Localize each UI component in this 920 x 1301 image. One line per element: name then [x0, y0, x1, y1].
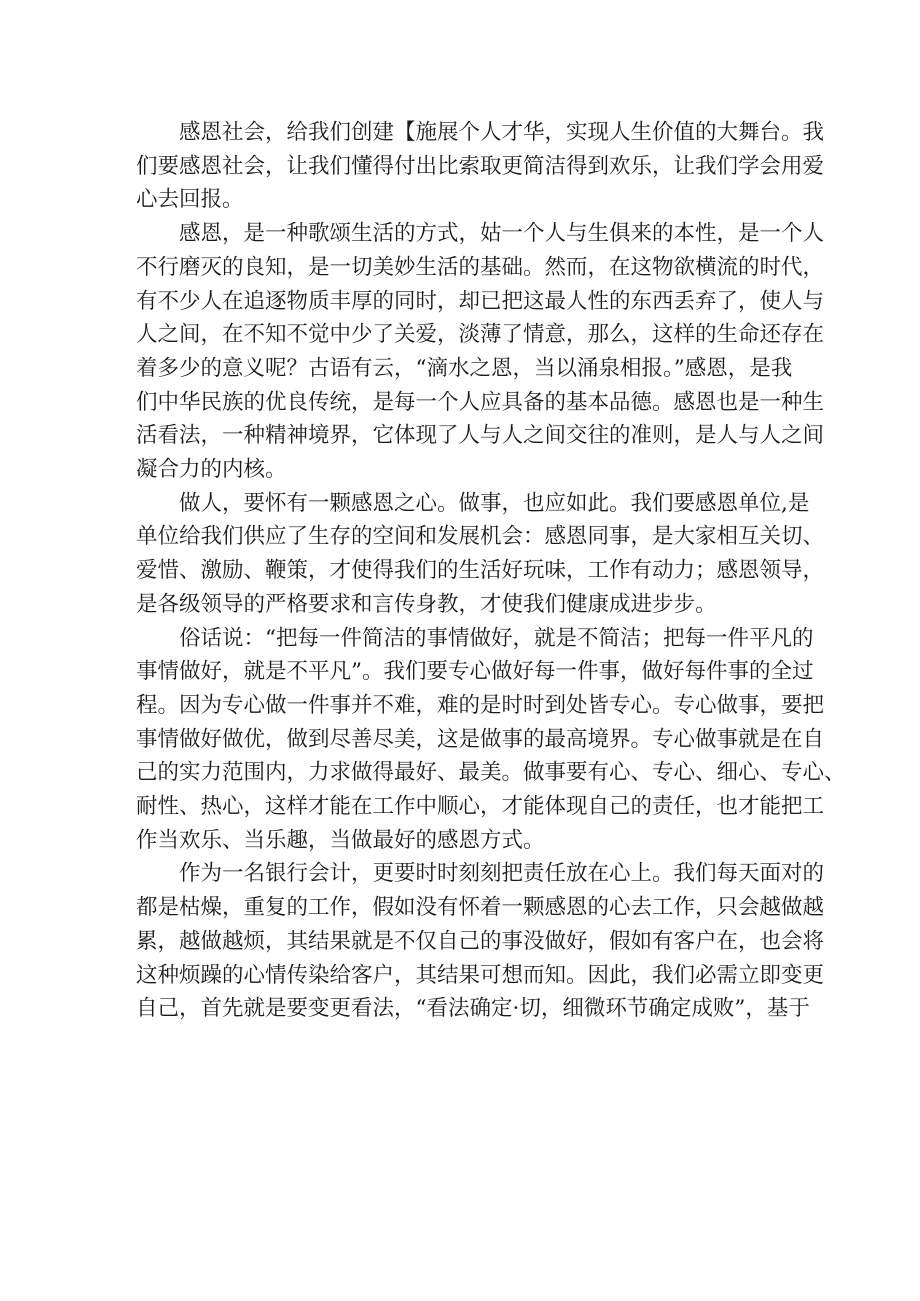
text-line: 事情做好做优，做到尽善尽美，这是做事的最高境界。专心做事就是在自: [136, 726, 825, 752]
text-line: 感恩社会，给我们创建【施展个人才华，实现人生价值的大舞台。我: [179, 120, 825, 145]
text-line: 累，越做越烦，其结果就是不仅自己的事没做好，假如有客户在，也会将: [136, 928, 825, 954]
text-line: 都是枯燥，重复的工作，假如没有怀着一颗感恩的心去工作，只会越做越: [136, 895, 825, 921]
text-line: 作为一名银行会计，更要时时刻刻把责任放在心上。我们每天面对的: [179, 861, 825, 887]
text-line: 这种烦躁的心情传染给客户，其结果可想而知。因此，我们必需立即变更: [136, 962, 825, 988]
paragraph: [136, 622, 846, 858]
paragraph: [136, 487, 825, 622]
text-line: 有不少人在追逐物质丰厚的同时，却已把这最人性的东西丢弃了，使人与: [136, 288, 825, 314]
paragraph: [136, 857, 825, 1026]
text-line: 凝合力的内核。: [136, 457, 287, 483]
text-line: 是各级领导的严格要求和言传身教，才使我们健康成进步步。: [136, 591, 717, 617]
text-line: 自己，首先就是要变更看法，“看法确定·切，细微环节确定成败”，基于: [136, 996, 810, 1022]
text-line: 感恩，是一种歌颂生活的方式，姑一个人与生俱来的本性，是一个人: [179, 221, 825, 247]
text-line: 程。因为专心做一件事并不难，难的是时时到处皆专心。专心做事，要把: [136, 692, 825, 718]
text-line: 们中华民族的优良传统，是每一个人应具备的基本品德。感恩也是一种生: [136, 389, 825, 415]
text-line: 事情做好，就是不平凡”。我们要专心做好每一件事，做好每件事的全过: [136, 659, 814, 685]
text-line: 俗话说：“把每一件简洁的事情做好，就是不简洁；把每一件平凡的: [179, 625, 814, 651]
text-line: 们要感恩社会，让我们懂得付出比索取更简洁得到欢乐，让我们学会用爱: [136, 153, 825, 179]
text-line: 活看法，一种精神境界，它体现了人与人之间交往的准则，是人与人之间: [136, 423, 825, 449]
text-line: 做人，要怀有一颗感恩之心。做事，也应如此。我们要感恩单位,是: [179, 490, 810, 516]
document-body: [136, 116, 846, 1026]
text-line: 心去回报。: [136, 187, 244, 213]
text-line: 己的实力范围内，力求做得最好、最美。做事要有心、专心、细心、专心、: [136, 760, 846, 786]
text-line: 作当欢乐、当乐趣，当做最好的感恩方式。: [136, 827, 545, 853]
text-line: 爱惜、激励、鞭策，才使得我们的生活好玩味，工作有动力；感恩领导，: [136, 558, 825, 584]
text-line: 着多少的意义呢？古语有云，“滴水之恩，当以涌泉相报。”感恩，是我: [136, 355, 793, 381]
paragraph: [136, 217, 825, 487]
text-line: 单位给我们供应了生存的空间和发展机会：感恩同事，是大家相互关切、: [136, 524, 825, 550]
text-line: 不行磨灭的良知，是一切美妙生活的基础。然而，在这物欲横流的时代，: [136, 254, 825, 280]
text-line: 耐性、热心，这样才能在工作中顺心，才能体现自己的责任，也才能把工: [136, 794, 825, 820]
text-line: 人之间，在不知不觉中少了关爱，淡薄了情意，那么，这样的生命还存在: [136, 322, 825, 348]
paragraph: [136, 116, 825, 217]
